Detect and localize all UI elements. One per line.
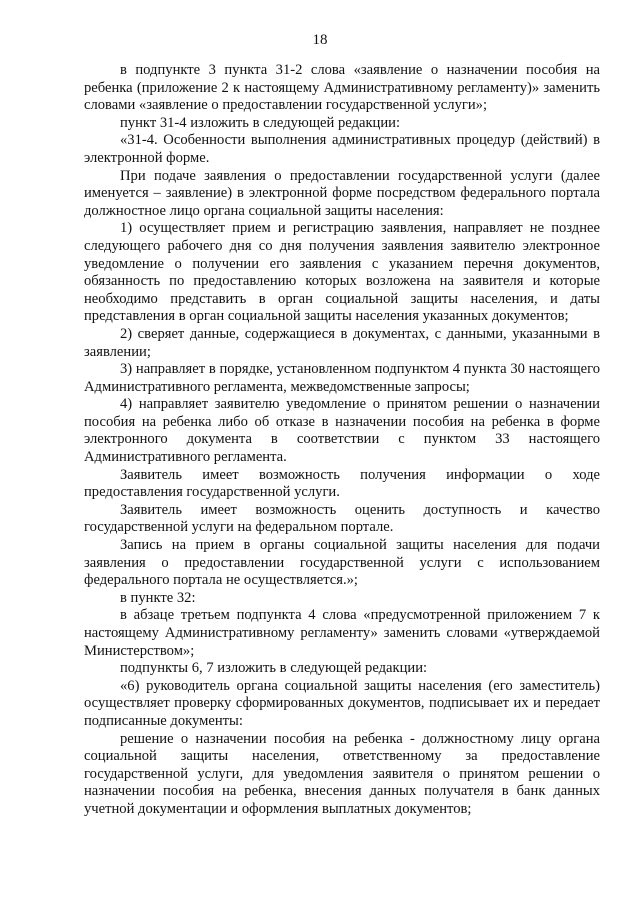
page-number: 18: [312, 32, 328, 48]
paragraph: 1) осуществляет прием и регистрацию заявления, направляет не позднее следующего рабочего дня со дня получения заявления заявителю электронное уведомление о получении его заявления с указанием перечня документов, обязанность по предоставлению которых возложена на заявителя и которые необходимо представить в орган социальной защиты населения, и даты представления в орган социальной защиты населения указанных документов;: [84, 220, 600, 325]
paragraph: «31-4. Особенности выполнения административных процедур (действий) в электронной форме.: [84, 132, 600, 166]
paragraph: в подпункте 3 пункта 31-2 слова «заявление о назначении пособия на ребенка (приложение 2 к настоящему Административному регламенту)» заменить словами «заявление о предоставлении государственной услуги»;: [84, 62, 600, 114]
paragraph: 4) направляет заявителю уведомление о принятом решении о назначении пособия на ребенка либо об отказе в назначении пособия на ребенка в форме электронного документа в соответствии с пунктом 33 настоящего Административного регламента.: [84, 396, 600, 466]
paragraph: Заявитель имеет возможность получения информации о ходе предоставления государственной услуги.: [84, 466, 600, 501]
paragraph: Заявитель имеет возможность оценить доступность и качество государственной услуги на федеральном портале.: [84, 501, 600, 536]
paragraph: 3) направляет в порядке, установленном подпунктом 4 пункта 30 настоящего Административного регламента, межведомственные запросы;: [84, 361, 600, 395]
paragraph: в абзаце третьем подпункта 4 слова «предусмотренной приложением 7 к настоящему Административному регламенту» заменить словами «утверждаемой Министерством»;: [84, 607, 600, 659]
paragraph: Запись на прием в органы социальной защиты населения для подачи заявления о предоставлении государственной услуги с использованием федерального портала не осуществляется.»;: [84, 537, 600, 589]
paragraph: подпункты 6, 7 изложить в следующей редакции:: [120, 660, 428, 677]
paragraph: 2) сверяет данные, содержащиеся в документах, с данными, указанными в заявлении;: [84, 325, 600, 360]
document-body: [84, 62, 600, 819]
paragraph: «6) руководитель органа социальной защиты населения (его заместитель) осуществляет проверку сформированных документов, подписывает их и передает подписанные документы:: [84, 677, 600, 729]
paragraph: пункт 31-4 изложить в следующей редакции:: [120, 114, 401, 131]
paragraph: решение о назначении пособия на ребенка - должностному лицу органа социальной защиты населения, ответственному за предоставление государственной услуги, для уведомления заявителя о принятом решении о назначении пособия на ребенка, внесения данных получателя в банк данных учетной документации и оформления выплатных документов;: [84, 730, 600, 817]
paragraph: При подаче заявления о предоставлении государственной услуги (далее именуется – заявление) в электронной форме посредством федерального портала должностное лицо органа социальной защиты населения:: [84, 167, 600, 219]
paragraph: в пункте 32:: [120, 589, 196, 606]
